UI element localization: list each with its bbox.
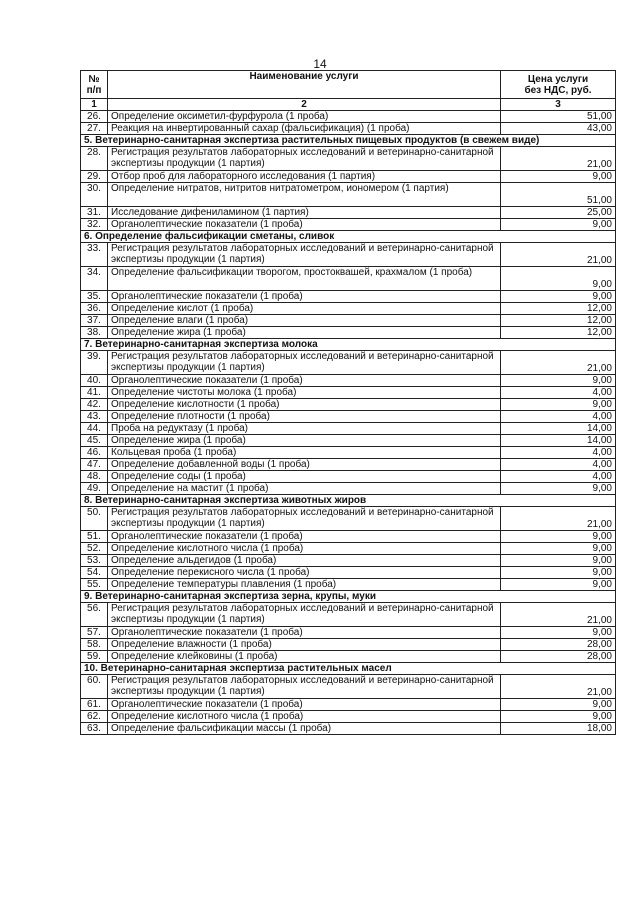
service-name: Регистрация результатов лабораторных исследований и ветеринарно-санитарной экспертизы продукции (1 партия) (108, 507, 501, 531)
service-name: Органолептические показатели (1 проба) (108, 699, 501, 711)
table-row (81, 603, 616, 627)
table-row (81, 399, 616, 411)
service-price: 14,00 (501, 423, 616, 435)
service-price: 9,00 (501, 291, 616, 303)
row-number: 63. (81, 723, 108, 735)
table-row (81, 639, 616, 651)
service-name: Определение нитратов, нитритов нитратометром, иономером (1 партия) (108, 183, 501, 207)
row-number: 47. (81, 459, 108, 471)
service-price: 21,00 (501, 243, 616, 267)
service-price: 9,00 (501, 171, 616, 183)
service-name: Органолептические показатели (1 проба) (108, 531, 501, 543)
service-price: 4,00 (501, 387, 616, 399)
row-number: 32. (81, 219, 108, 231)
row-number: 33. (81, 243, 108, 267)
row-number: 56. (81, 603, 108, 627)
table-row (81, 723, 616, 735)
row-number: 26. (81, 111, 108, 123)
service-price: 4,00 (501, 447, 616, 459)
row-number: 44. (81, 423, 108, 435)
service-name: Кольцевая проба (1 проба) (108, 447, 501, 459)
table-row (81, 183, 616, 207)
row-number: 61. (81, 699, 108, 711)
table-row (81, 423, 616, 435)
service-price: 9,00 (501, 219, 616, 231)
row-number: 39. (81, 351, 108, 375)
row-number: 28. (81, 147, 108, 171)
row-number: 37. (81, 315, 108, 327)
table-row (81, 123, 616, 135)
service-name: Регистрация результатов лабораторных исследований и ветеринарно-санитарной экспертизы продукции (1 партия) (108, 603, 501, 627)
row-number: 58. (81, 639, 108, 651)
service-price: 43,00 (501, 123, 616, 135)
service-name: Определение кислотного числа (1 проба) (108, 711, 501, 723)
row-number: 52. (81, 543, 108, 555)
service-name: Определение добавленной воды (1 проба) (108, 459, 501, 471)
service-name: Определение соды (1 проба) (108, 471, 501, 483)
table-row (81, 267, 616, 291)
table-row (81, 315, 616, 327)
service-price: 9,00 (501, 267, 616, 291)
service-price: 51,00 (501, 183, 616, 207)
service-price: 9,00 (501, 375, 616, 387)
table-row (81, 291, 616, 303)
service-price: 21,00 (501, 147, 616, 171)
row-number: 35. (81, 291, 108, 303)
table-row (81, 579, 616, 591)
price-list-body (81, 111, 616, 735)
table-row (81, 111, 616, 123)
section-header-row (81, 663, 616, 675)
service-name: Органолептические показатели (1 проба) (108, 375, 501, 387)
section-title: 9. Ветеринарно-санитарная экспертиза зерна, крупы, муки (81, 591, 616, 603)
service-name: Определение клейковины (1 проба) (108, 651, 501, 663)
table-row (81, 507, 616, 531)
service-price: 9,00 (501, 531, 616, 543)
service-name: Определение фальсификации массы (1 проба) (108, 723, 501, 735)
column-number: 3 (501, 99, 616, 111)
service-name: Проба на редуктазу (1 проба) (108, 423, 501, 435)
service-name: Регистрация результатов лабораторных исследований и ветеринарно-санитарной экспертизы продукции (1 партия) (108, 243, 501, 267)
service-name: Определение жира (1 проба) (108, 327, 501, 339)
table-row (81, 351, 616, 375)
service-name: Определение оксиметил-фурфурола (1 проба) (108, 111, 501, 123)
header-number: № п/п (81, 71, 108, 99)
service-name: Определение кислотности (1 проба) (108, 399, 501, 411)
table-header-row (81, 71, 616, 99)
table-row (81, 627, 616, 639)
page-number: 14 (313, 57, 327, 71)
price-list-table (80, 70, 616, 735)
table-row (81, 411, 616, 423)
table-row (81, 531, 616, 543)
service-price: 4,00 (501, 411, 616, 423)
table-row (81, 147, 616, 171)
row-number: 49. (81, 483, 108, 495)
table-row (81, 447, 616, 459)
service-name: Определение температуры плавления (1 проба) (108, 579, 501, 591)
header-service-name: Наименование услуги (108, 71, 501, 99)
table-row (81, 459, 616, 471)
service-price: 18,00 (501, 723, 616, 735)
header-price: Цена услуги без НДС, руб. (501, 71, 616, 99)
service-price: 21,00 (501, 675, 616, 699)
row-number: 31. (81, 207, 108, 219)
table-row (81, 675, 616, 699)
row-number: 43. (81, 411, 108, 423)
service-price: 9,00 (501, 579, 616, 591)
service-name: Органолептические показатели (1 проба) (108, 627, 501, 639)
service-name: Органолептические показатели (1 проба) (108, 219, 501, 231)
service-name: Определение на мастит (1 проба) (108, 483, 501, 495)
service-price: 9,00 (501, 555, 616, 567)
table-row (81, 243, 616, 267)
service-name: Органолептические показатели (1 проба) (108, 291, 501, 303)
service-name: Определение чистоты молока (1 проба) (108, 387, 501, 399)
service-price: 14,00 (501, 435, 616, 447)
service-name: Определение фальсификации творогом, простоквашей, крахмалом (1 проба) (108, 267, 501, 291)
row-number: 29. (81, 171, 108, 183)
service-name: Определение альдегидов (1 проба) (108, 555, 501, 567)
service-price: 9,00 (501, 711, 616, 723)
row-number: 36. (81, 303, 108, 315)
table-row (81, 483, 616, 495)
service-price: 51,00 (501, 111, 616, 123)
service-name: Исследование дифениламином (1 партия) (108, 207, 501, 219)
row-number: 38. (81, 327, 108, 339)
service-name: Определение влажности (1 проба) (108, 639, 501, 651)
row-number: 30. (81, 183, 108, 207)
row-number: 40. (81, 375, 108, 387)
service-price: 12,00 (501, 303, 616, 315)
row-number: 50. (81, 507, 108, 531)
service-name: Определение кислот (1 проба) (108, 303, 501, 315)
service-price: 9,00 (501, 699, 616, 711)
service-name: Определение перекисного числа (1 проба) (108, 567, 501, 579)
table-row (81, 711, 616, 723)
table-row (81, 171, 616, 183)
table-row (81, 555, 616, 567)
table-row (81, 699, 616, 711)
service-name: Определение влаги (1 проба) (108, 315, 501, 327)
section-header-row (81, 339, 616, 351)
row-number: 60. (81, 675, 108, 699)
table-row (81, 471, 616, 483)
service-price: 21,00 (501, 603, 616, 627)
service-price: 12,00 (501, 315, 616, 327)
section-title: 10. Ветеринарно-санитарная экспертиза растительных масел (81, 663, 616, 675)
service-price: 21,00 (501, 507, 616, 531)
table-row (81, 219, 616, 231)
service-price: 9,00 (501, 567, 616, 579)
section-header-row (81, 231, 616, 243)
service-price: 12,00 (501, 327, 616, 339)
service-name: Регистрация результатов лабораторных исследований и ветеринарно-санитарной экспертизы продукции (1 партия) (108, 675, 501, 699)
column-number: 1 (81, 99, 108, 111)
row-number: 27. (81, 123, 108, 135)
service-price: 21,00 (501, 351, 616, 375)
table-row (81, 543, 616, 555)
section-title: 7. Ветеринарно-санитарная экспертиза молока (81, 339, 616, 351)
row-number: 42. (81, 399, 108, 411)
table-row (81, 327, 616, 339)
section-title: 6. Определение фальсификации сметаны, сливок (81, 231, 616, 243)
row-number: 57. (81, 627, 108, 639)
service-name: Определение жира (1 проба) (108, 435, 501, 447)
section-header-row (81, 591, 616, 603)
service-name: Отбор проб для лабораторного исследования (1 партия) (108, 171, 501, 183)
service-price: 28,00 (501, 651, 616, 663)
table-row (81, 567, 616, 579)
table-row (81, 435, 616, 447)
row-number: 41. (81, 387, 108, 399)
row-number: 46. (81, 447, 108, 459)
service-name: Определение кислотного числа (1 проба) (108, 543, 501, 555)
service-name: Регистрация результатов лабораторных исследований и ветеринарно-санитарной экспертизы продукции (1 партия) (108, 147, 501, 171)
table-row (81, 375, 616, 387)
row-number: 54. (81, 567, 108, 579)
row-number: 48. (81, 471, 108, 483)
table-row (81, 387, 616, 399)
service-price: 4,00 (501, 459, 616, 471)
column-number: 2 (108, 99, 501, 111)
row-number: 51. (81, 531, 108, 543)
service-price: 25,00 (501, 207, 616, 219)
service-price: 9,00 (501, 543, 616, 555)
row-number: 62. (81, 711, 108, 723)
service-price: 28,00 (501, 639, 616, 651)
row-number: 45. (81, 435, 108, 447)
service-name: Определение плотности (1 проба) (108, 411, 501, 423)
table-row (81, 303, 616, 315)
row-number: 59. (81, 651, 108, 663)
table-row (81, 651, 616, 663)
service-price: 9,00 (501, 483, 616, 495)
service-price: 4,00 (501, 471, 616, 483)
section-header-row (81, 135, 616, 147)
row-number: 34. (81, 267, 108, 291)
service-name: Реакция на инвертированный сахар (фальсификация) (1 проба) (108, 123, 501, 135)
section-header-row (81, 495, 616, 507)
service-name: Регистрация результатов лабораторных исследований и ветеринарно-санитарной экспертизы продукции (1 партия) (108, 351, 501, 375)
section-title: 8. Ветеринарно-санитарная экспертиза животных жиров (81, 495, 616, 507)
column-number-row (81, 99, 616, 111)
section-title: 5. Ветеринарно-санитарная экспертиза растительных пищевых продуктов (в свежем виде) (81, 135, 616, 147)
table-row (81, 207, 616, 219)
service-price: 9,00 (501, 627, 616, 639)
row-number: 55. (81, 579, 108, 591)
service-price: 9,00 (501, 399, 616, 411)
row-number: 53. (81, 555, 108, 567)
